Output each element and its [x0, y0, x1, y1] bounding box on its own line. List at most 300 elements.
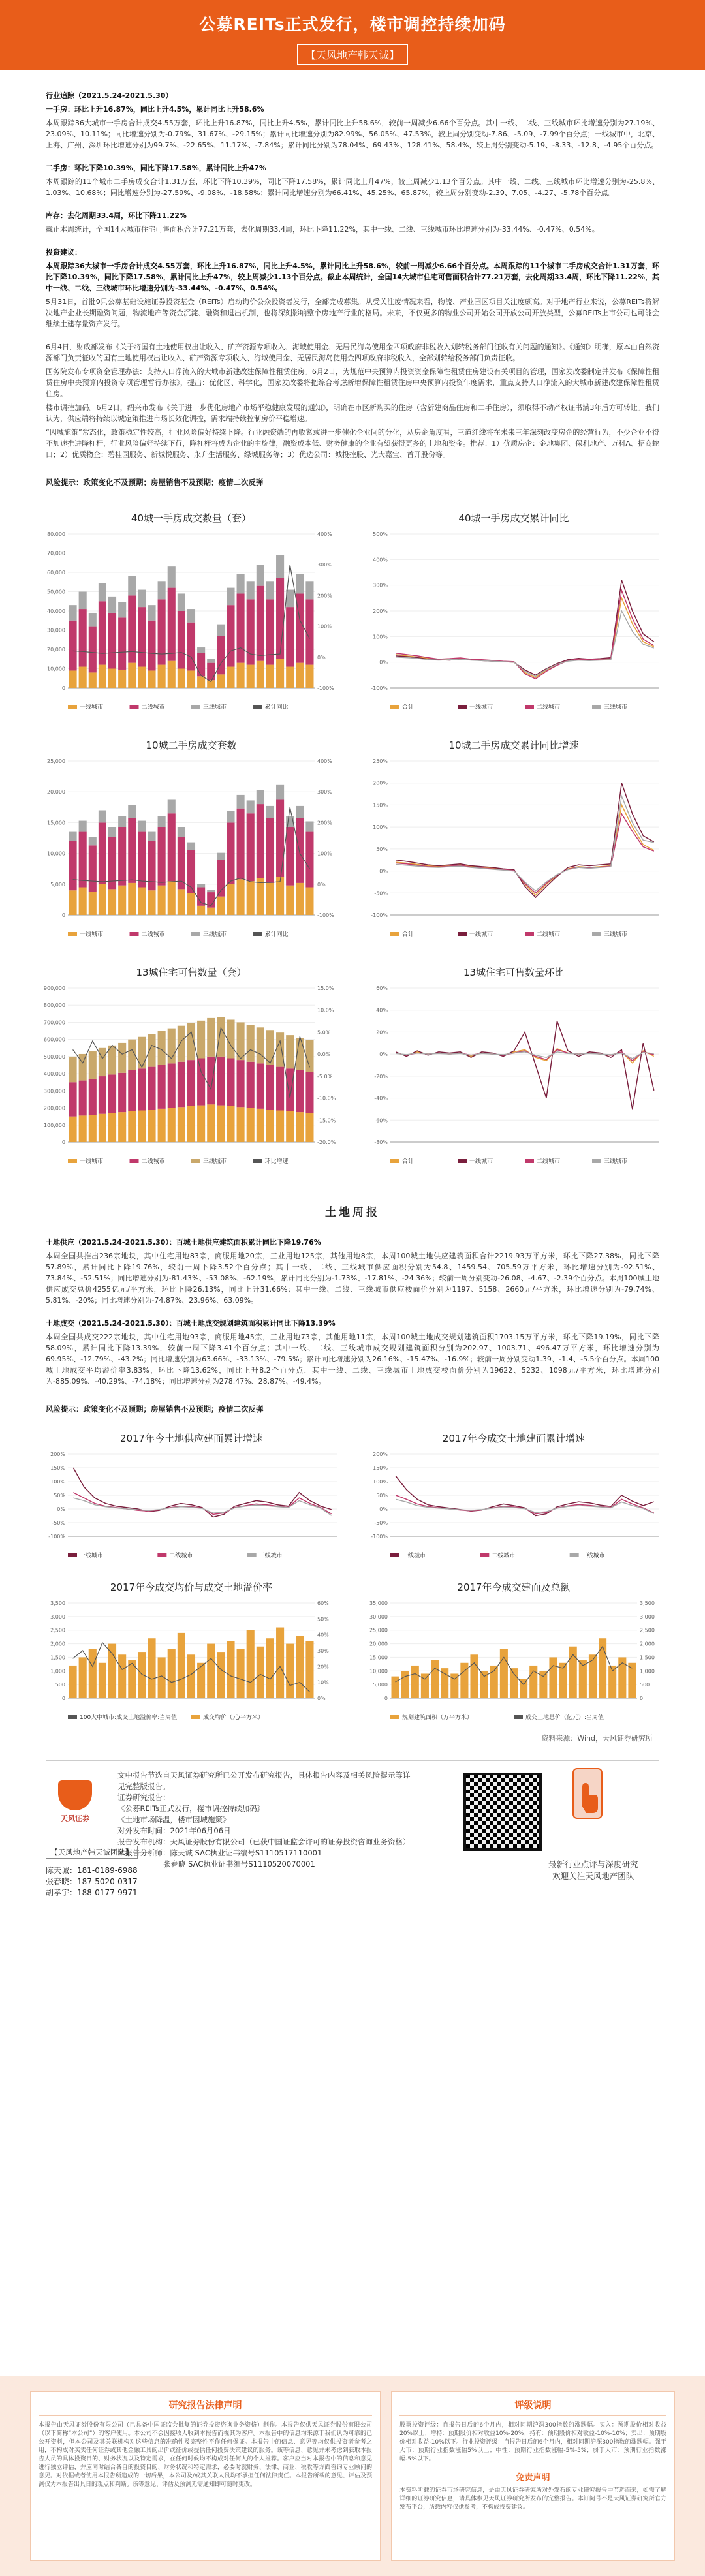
legend-swatch — [130, 1159, 139, 1163]
bar — [257, 878, 264, 915]
bar — [187, 609, 195, 623]
bar — [257, 790, 264, 804]
bar — [168, 1108, 176, 1142]
bar — [306, 1072, 313, 1113]
bar — [148, 890, 155, 915]
y-tick-label: 0 — [61, 1696, 65, 1701]
legend-label: 二线城市 — [141, 1158, 165, 1165]
y2-tick-label: -10.0% — [317, 1095, 336, 1102]
bar — [207, 890, 215, 892]
bar — [128, 663, 136, 688]
page-title: 公募REITs正式发行，楼市调控持续加码 — [199, 15, 506, 34]
y-tick-label: -50% — [374, 1520, 388, 1526]
bar — [128, 883, 136, 915]
team-badge: 【天风地产韩天诚团队】 — [46, 1846, 138, 1859]
y2-tick-label: 400% — [317, 758, 332, 764]
bar — [79, 1081, 87, 1116]
risk-note: 风险提示：政策变化不及预期；房屋销售不及预期；疫情二次反弹 — [46, 478, 264, 487]
bar — [99, 1663, 106, 1698]
legend-swatch — [191, 1715, 200, 1719]
y-tick-label: 20% — [376, 1029, 388, 1036]
series-line — [396, 611, 654, 676]
y-tick-label: 5,000 — [373, 1682, 388, 1688]
y-tick-label: 15,000 — [369, 1654, 388, 1661]
land-section-title: 土地周报 — [325, 1206, 380, 1219]
y2-tick-label: 300% — [317, 789, 332, 796]
bar — [138, 821, 146, 832]
legend-swatch — [592, 705, 601, 709]
chart-title: 2017年今成交土地建面累计增速 — [442, 1433, 586, 1444]
bar — [187, 1060, 195, 1106]
bar — [187, 623, 195, 671]
bar — [217, 625, 225, 636]
bar — [148, 621, 155, 671]
y-tick-label: 20,000 — [47, 789, 65, 796]
y-tick-label: 0% — [379, 659, 388, 666]
slogan — [548, 1859, 638, 1882]
bar — [237, 879, 245, 915]
y-tick-label: 100% — [50, 1479, 65, 1485]
bar — [69, 621, 77, 671]
y-tick-label: 35,000 — [369, 1600, 388, 1606]
y-tick-label: 80,000 — [47, 531, 65, 537]
bar — [296, 1070, 304, 1112]
bar — [178, 669, 185, 689]
bar — [178, 1026, 185, 1062]
chart-card-r1-0 — [39, 511, 343, 726]
legend-swatch — [525, 1159, 534, 1163]
bar — [217, 897, 225, 915]
legend-label: 环比增速 — [264, 1158, 289, 1165]
y-tick-label: 3,000 — [50, 1613, 65, 1620]
bar — [178, 1107, 185, 1142]
chart-svg — [39, 529, 343, 718]
legend-label: 规划建筑面积（万平方米） — [402, 1715, 473, 1721]
legend-swatch — [458, 932, 467, 936]
legend-label: 三线城市 — [203, 931, 227, 938]
chart-card-r3-1 — [362, 965, 666, 1181]
legend-swatch — [68, 1553, 77, 1557]
period-label: 行业追踪（2021.5.24-2021.5.30） — [46, 91, 173, 100]
bar — [286, 1035, 294, 1068]
bar — [286, 1644, 294, 1698]
disclaimer-title: 免责声明 — [516, 2473, 550, 2483]
bar — [108, 1074, 116, 1113]
bar — [207, 659, 215, 663]
bar — [138, 667, 146, 688]
legend-label: 一线城市 — [469, 704, 494, 711]
rating-title: 评级说明 — [400, 2398, 666, 2416]
bar — [247, 581, 255, 599]
bar — [276, 578, 284, 659]
y-tick-label: 300,000 — [43, 1088, 65, 1094]
bar — [276, 1032, 284, 1066]
bar — [118, 816, 126, 827]
bar — [306, 665, 313, 688]
y-tick-label: 1,500 — [50, 1654, 65, 1661]
chart-card-r4-1 — [362, 1431, 666, 1568]
chart-svg — [39, 756, 343, 945]
meta-line: 对外发布时间：2021年06月06日 — [118, 1826, 231, 1835]
legend-swatch — [390, 1553, 400, 1557]
bar — [266, 883, 274, 915]
legend-label: 一线城市 — [80, 1553, 104, 1559]
y-tick-label: 10,000 — [369, 1668, 388, 1675]
bar — [257, 1027, 264, 1063]
legend-swatch — [157, 1553, 166, 1557]
bar — [296, 1112, 304, 1142]
legend-swatch — [191, 705, 200, 709]
y2-tick-label: 20% — [317, 1664, 329, 1670]
series-line — [396, 1476, 654, 1516]
bar — [207, 1018, 215, 1057]
y-tick-label: 15,000 — [47, 820, 65, 826]
y-tick-label: 0% — [379, 1506, 388, 1512]
bar — [227, 1641, 234, 1698]
y-tick-label: 500 — [55, 1682, 65, 1688]
series-line — [396, 1495, 654, 1514]
y-tick-label: 400,000 — [43, 1071, 65, 1078]
second-hand-heading: 二手房：环比下降10.39%，同比下降17.58%，累计同比上升47% — [46, 164, 266, 172]
legend-label: 成交均价（元/平方米） — [203, 1715, 264, 1721]
bar — [99, 1048, 106, 1076]
y-tick-label: 25,000 — [369, 1627, 388, 1634]
y-tick-label: 800,000 — [43, 1002, 65, 1009]
bar — [118, 1654, 126, 1698]
chart-title: 13城住宅可售数量环比 — [463, 967, 565, 978]
bar — [266, 806, 274, 818]
series-line — [73, 1493, 332, 1515]
slogan-line: 欢迎关注天风地产团队 — [552, 1871, 634, 1881]
legend-label: 二线城市 — [169, 1553, 193, 1559]
meta-line: 本报告分析师：陈天诚 SAC执业证书编号S1110517110001 — [118, 1848, 322, 1857]
page-subtitle: 【天风地产韩天诚】 — [297, 44, 408, 65]
bar — [138, 832, 146, 888]
legal-text: 本报告由天风证券股份有限公司（已具备中国证监会批复的证券投资咨询业务资格）制作。本报告仅供天风证券股份有限公司（以下简称“本公司”）的客户使用。本公司不会因接收人收到本报告而视其为客户。本报告中的信息均来源于我们认为可靠的已公开资料，但本公司及其关联机构对这些信息的准确性及完整性不作任何保证。本报告中的信息、意见等均仅供投资者参考之用，不构成对买卖任何证券或其他金融工具的出价或征价或提供任何投资决策建议的服务。该等信息、意见并未考虑到获取本报告人员的具体投资目的、财务状况以及特定需求，在任何时候均不构成对任何人的个人推荐。客户应当对本报告中的信息和意见进行独立评估，并应同时结合各自的投资目的、财务状况和特定需求，必要时就财务、法律、商业、税收等方面咨询专业顾问的意见。对依据或者使用本报告所造成的一切后果，本公司及/或其关联人员均不承担任何法律责任。本报告所载的意见、评估及预测仅为本报告出具日的观点和判断。该等意见、评估及预测无需通知即可随时更改。 — [39, 2422, 373, 2488]
bar — [197, 653, 205, 676]
legend-label: 一线城市 — [80, 931, 104, 938]
contact-item: 陈天诚：181-0189-6988 — [46, 1866, 138, 1875]
bar — [266, 1110, 274, 1142]
legend-swatch — [191, 932, 200, 936]
legend-swatch — [130, 932, 139, 936]
chart-svg — [362, 756, 666, 945]
bar — [247, 800, 255, 813]
meta-line: 张春晓 SAC执业证书编号S1110520070001 — [163, 1859, 315, 1869]
meta-line: 《土地市场降温，楼市因城施策》 — [118, 1815, 230, 1824]
bar — [89, 613, 97, 627]
y-tick-label: -20% — [374, 1073, 388, 1079]
bar — [158, 1109, 166, 1142]
bar — [266, 1065, 274, 1110]
bar — [108, 1113, 116, 1142]
bar — [178, 611, 185, 669]
bar — [138, 1068, 146, 1110]
y2-tick-label: 10.0% — [317, 1007, 334, 1014]
weekly-tracking-section — [46, 90, 659, 460]
y-tick-label: 150% — [50, 1465, 65, 1471]
bar — [89, 845, 97, 892]
bar — [266, 1638, 274, 1698]
bar — [306, 888, 313, 915]
bar — [99, 601, 106, 664]
bar — [237, 593, 245, 662]
bar — [69, 841, 77, 891]
bar — [276, 877, 284, 915]
legend-swatch — [570, 1553, 579, 1557]
bar — [306, 581, 313, 599]
inventory-body: 截止本周统计，全国14大城市住宅可售面积合计77.21万套，去化周期33.4周，环比下降11.22%，其中一线、二线、三线城市环比增速分别为-33.44%、-0.47%、0.54%。 — [46, 225, 599, 234]
y-tick-label: 100,000 — [43, 1122, 65, 1128]
y2-tick-label: 0% — [317, 881, 326, 888]
bar — [148, 1067, 155, 1110]
land-deal-body: 本周全国共成交222宗地块，其中住宅用地93宗，商服用地45宗，工业用地73宗，其他用地11宗，本周100城土地成交规划建筑面积1703.15万平方米，环比下降19.19%，同比下降58.09%，累计同比下降13.39%，较前一周下降3.41个百分点；其中一线、二线、三线城市成交规划建筑面积分别为202.97、1003.71、496.47万平方米，环比增速分别为69.95%、-12.79%、-43.2%；同比增速分别为63.66%、-33.13%、-79.5%；累计同比增速分别为26.16%、-15.47%、-16.9%；较前一周分别变动1.39、-1.4、-5.5个百分点。本周100城土地成交平均溢价率3.83%，环比下降13.62%，同比上升8.2个百分点，其中一线、二线、三线城市土地成交楼面价分别为19622、5232、1098元/平方米，环比增速分别为-885.09%、-40.29%、-74.18%；同比增速分别为278.47%、28.87%、-49.4%。 — [46, 1333, 659, 1386]
chart-card-r3-0 — [39, 965, 343, 1181]
y-tick-label: 2,000 — [50, 1641, 65, 1647]
bar — [257, 661, 264, 688]
legend-label: 三线城市 — [581, 1553, 605, 1559]
bar — [207, 1104, 215, 1142]
meta-line: 证券研究报告： — [118, 1793, 170, 1802]
legend-swatch — [191, 1159, 200, 1163]
bar — [168, 813, 176, 881]
chart-svg — [362, 529, 666, 718]
bar — [266, 818, 274, 883]
bar — [138, 1037, 146, 1069]
y-tick-label: 100% — [373, 1479, 388, 1485]
y-tick-label: 700,000 — [43, 1019, 65, 1026]
y-tick-label: 250% — [373, 758, 388, 764]
bar — [99, 811, 106, 823]
y-tick-label: 0% — [57, 1506, 65, 1512]
bar — [207, 663, 215, 681]
bar — [118, 602, 126, 618]
y-tick-label: 150% — [373, 802, 388, 809]
bar — [217, 1106, 225, 1142]
bar — [197, 1663, 205, 1698]
y2-tick-label: 400% — [317, 531, 332, 537]
contact-item: 张春晓：187-5020-0317 — [46, 1877, 138, 1886]
bar — [276, 1067, 284, 1111]
bar — [431, 1660, 439, 1698]
bar — [276, 555, 284, 578]
bar — [79, 1054, 87, 1081]
series-line — [396, 1021, 654, 1110]
legal-statement — [30, 2391, 381, 2561]
legend-swatch — [592, 932, 601, 936]
bar — [286, 667, 294, 688]
bar — [197, 1106, 205, 1142]
legend-swatch — [247, 1553, 257, 1557]
legend-swatch — [68, 705, 77, 709]
y2-tick-label: 200% — [317, 593, 332, 599]
y-tick-label: 1,000 — [50, 1668, 65, 1675]
y2-tick-label: 50% — [317, 1616, 329, 1622]
y-tick-label: 0 — [384, 1696, 388, 1701]
legend-swatch — [458, 705, 467, 709]
bar — [207, 1057, 215, 1104]
bar — [89, 627, 97, 673]
bar — [79, 609, 87, 667]
bar — [89, 672, 97, 688]
bar — [158, 886, 166, 915]
y-tick-label: 60,000 — [47, 570, 65, 576]
y2-tick-label: -20.0% — [317, 1140, 336, 1145]
y-tick-label: 30,000 — [369, 1613, 388, 1620]
legend-label: 二线城市 — [537, 931, 561, 938]
bar — [237, 809, 245, 880]
bar — [247, 1108, 255, 1142]
y-tick-label: 0% — [379, 868, 388, 875]
bar — [529, 1666, 537, 1698]
bar — [257, 1109, 264, 1142]
bar — [266, 1030, 274, 1065]
bar — [227, 1059, 234, 1106]
legend-label: 一线城市 — [80, 1158, 104, 1165]
y-tick-label: 50% — [54, 1493, 65, 1498]
y2-tick-label: 1,000 — [640, 1668, 655, 1675]
bar — [69, 670, 77, 688]
bar — [237, 574, 245, 594]
bar — [168, 1649, 176, 1698]
y2-tick-label: 30% — [317, 1648, 329, 1654]
bar — [168, 566, 176, 587]
legal-title: 研究报告法律声明 — [39, 2398, 372, 2416]
y-tick-label: 10,000 — [47, 850, 65, 857]
y-tick-label: 60% — [376, 985, 388, 991]
legend-label: 累计同比 — [264, 931, 289, 938]
bar — [118, 670, 126, 688]
series-line — [396, 598, 654, 677]
legend-swatch — [68, 1715, 77, 1719]
legend-label: 合计 — [402, 704, 415, 711]
bar — [118, 617, 126, 670]
meta-line: 《公募REITs正式发行，楼市调控持续加码》 — [118, 1804, 265, 1813]
bar — [257, 586, 264, 661]
bar — [178, 889, 185, 915]
bar — [168, 1063, 176, 1108]
bar — [217, 1652, 225, 1698]
bar — [276, 1628, 284, 1698]
bar — [247, 1062, 255, 1108]
legend-swatch — [390, 1159, 400, 1163]
y-tick-label: 200% — [373, 608, 388, 614]
qr-code-icon[interactable] — [463, 1773, 542, 1851]
y2-tick-label: -5.0% — [317, 1073, 333, 1079]
report-info — [46, 1760, 659, 1910]
bar — [392, 1677, 400, 1698]
y2-tick-label: 3,000 — [640, 1613, 655, 1620]
y2-tick-label: -100% — [317, 685, 334, 691]
legend-label: 二线城市 — [492, 1553, 516, 1559]
chart-title: 40城一手房成交数量（套） — [131, 512, 252, 524]
bar — [257, 1647, 264, 1698]
y2-tick-label: 100% — [317, 623, 332, 630]
bar — [187, 1654, 195, 1698]
legend-label: 成交土地总价（亿元）:当周值 — [525, 1715, 604, 1721]
y2-tick-label: 0% — [317, 1696, 326, 1701]
bar — [217, 674, 225, 688]
y-tick-label: 600,000 — [43, 1036, 65, 1043]
y2-tick-label: 200% — [317, 820, 332, 826]
bar — [99, 665, 106, 688]
chart-svg — [39, 1449, 343, 1566]
bar — [118, 1043, 126, 1073]
y2-tick-label: 40% — [317, 1632, 329, 1638]
logo-icon — [58, 1780, 92, 1810]
bar — [158, 827, 166, 886]
series-line — [73, 1468, 332, 1517]
y-tick-label: -100% — [371, 685, 388, 691]
y-tick-label: 5,000 — [50, 881, 65, 888]
meta-line: 报告发布机构：天风证券股份有限公司（已获中国证监会许可的证券投资咨询业务资格） — [118, 1837, 411, 1846]
y2-tick-label: 5.0% — [317, 1029, 331, 1036]
legend-label: 累计同比 — [264, 704, 289, 711]
bar — [118, 1112, 126, 1142]
bar — [276, 799, 284, 877]
bar — [247, 1630, 255, 1698]
bar — [227, 588, 234, 606]
land-supply-body: 本周全国共推出236宗地块，其中住宅用地83宗，商服用地20宗，工业用地125宗，其他用地8宗，本周100城土地供应建筑面积合计2219.93万平方米，环比下降27.38%，同比下降57.89%，累计同比下降19.76%，较前一周下降3.52个百分点；其中一线、二线、三线城市供应面积分别为54.8、1459.54、705.59万平方米，环比增速分别为-92.51%、73.84%、-52.51%；同比增速分别为-81.43%、-53.08%、-62.19%；累计同比分别为-1.73%、-17.81%、-24.36%；较前一周分别变动-26.08、-4.67、-2.39个百分点。本周100城土地供应成交总价4255亿元/平方米，环比下降26.13%，同比上升31.66%；其中一线、二线、三线城市供应楼面价分别为1197、5158、2660元/平方米，环比增速分别为-79.74%、5.81%、-20%；同比增速分别为-74.87%、23.96%、63.09%。 — [46, 1252, 659, 1305]
bar — [197, 906, 205, 915]
bar — [89, 1649, 97, 1698]
bar — [89, 1051, 97, 1079]
y-tick-label: 50% — [376, 846, 388, 852]
bar — [306, 599, 313, 664]
bar — [237, 1649, 245, 1698]
bar — [227, 605, 234, 666]
bar — [79, 888, 87, 915]
chart-title: 10城二手房成交套数 — [146, 739, 237, 751]
bar — [401, 1671, 409, 1698]
bar — [108, 613, 116, 669]
bar — [247, 813, 255, 881]
legend-label: 100大中城市:成交土地溢价率:当周值 — [80, 1715, 178, 1721]
bar — [227, 822, 234, 884]
bar — [168, 661, 176, 688]
bar — [89, 1115, 97, 1142]
bar — [187, 670, 195, 688]
bar — [178, 827, 185, 837]
bar — [168, 881, 176, 915]
chart-card-r2-0 — [39, 738, 343, 954]
y2-tick-label: 500 — [640, 1682, 650, 1688]
y2-tick-label: 15.0% — [317, 985, 334, 991]
legend-label: 三线城市 — [604, 1158, 628, 1165]
bar — [158, 581, 166, 599]
footer — [0, 2376, 705, 2576]
bar — [138, 590, 146, 608]
rating-text: 股票投资评级：自报告日后的6个月内，相对同期沪深300指数的涨跌幅。买入：预期股价相对收益20%以上；增持：预期股价相对收益10%-20%；持有：预期股价相对收益-10%-10%；卖出：预期股价相对收益-10%以下。行业投资评级：自报告日后的6个月内，相对同期沪深300指数的涨跌幅。强于大市：预期行业指数涨幅5%以上；中性：预期行业指数涨幅-5%-5%；弱于大市：预期行业指数涨幅-5%以下。 — [400, 2422, 666, 2462]
legend-swatch — [130, 705, 139, 709]
bar — [79, 821, 87, 832]
bar — [118, 1073, 126, 1112]
y-tick-label: 200,000 — [43, 1105, 65, 1111]
bar — [266, 665, 274, 688]
disclaimer-text: 本资料所载的证券市场研究信息，是由天风证券研究所对外发布的专业研究报告中节选而来，如需了解详细的证券研究信息，请具体参见天风证券研究所发布的完整报告。本订阅号不是天风证券研究所官方发布平台，所载内容仅供参考，不构成投资建议。 — [400, 2487, 666, 2511]
chart-title: 2017年今成交建面及总额 — [457, 1581, 571, 1593]
bar — [286, 886, 294, 915]
y-tick-label: 20,000 — [47, 647, 65, 653]
bar — [148, 1638, 155, 1698]
y-tick-label: 400% — [373, 557, 388, 563]
bar — [128, 576, 136, 596]
bar — [99, 822, 106, 884]
bar — [187, 843, 195, 850]
bar — [128, 1111, 136, 1142]
legend-swatch — [390, 705, 400, 709]
y-tick-label: -40% — [374, 1095, 388, 1102]
